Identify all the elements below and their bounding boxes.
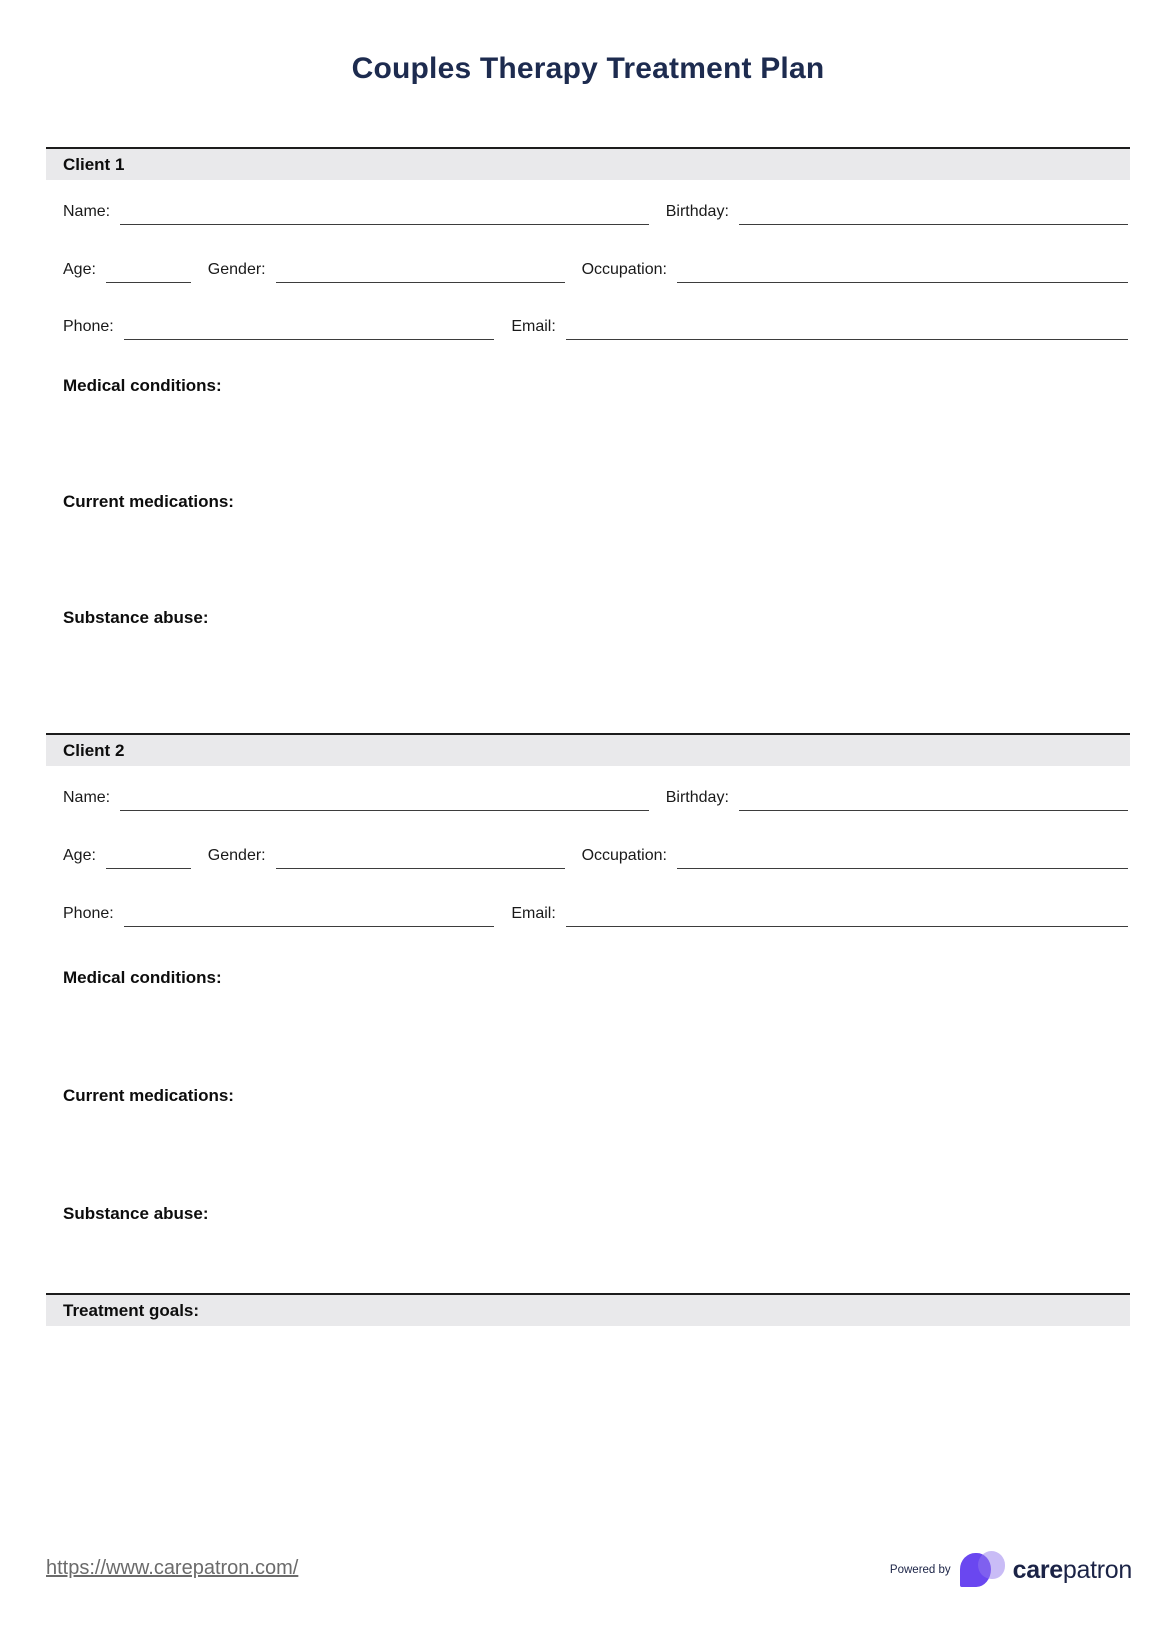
section-header-client1 — [46, 147, 1130, 180]
client2-name-row — [63, 785, 1128, 811]
client1-occupation-line[interactable] — [677, 257, 1128, 283]
client2-contact-row — [63, 901, 1128, 927]
carepatron-url-link[interactable]: https://www.carepatron.com/ — [46, 1557, 299, 1579]
section-header-client1-label: Client 1 — [63, 154, 125, 174]
client1-gender-label: Gender: — [207, 261, 266, 278]
client2-occupation-label: Occupation: — [581, 847, 667, 864]
carepatron-logo-icon — [960, 1550, 1007, 1590]
client1-age-label: Age: — [63, 261, 96, 278]
client2-substance-abuse-label: Substance abuse: — [63, 1204, 209, 1223]
client2-gender-label: Gender: — [207, 847, 266, 864]
section-header-client2-label: Client 2 — [63, 740, 125, 760]
client1-phone-line[interactable] — [124, 314, 495, 340]
section-header-client2 — [46, 733, 1130, 766]
client1-medical-conditions-label: Medical conditions: — [63, 376, 222, 395]
section-header-treatment-goals-label: Treatment goals: — [63, 1300, 200, 1320]
client1-age-line[interactable] — [106, 257, 191, 283]
client1-phone-label: Phone: — [63, 318, 114, 335]
carepatron-wordmark-regular: patron — [1062, 1556, 1132, 1584]
client2-phone-label: Phone: — [63, 905, 114, 922]
client1-demographics-row — [63, 257, 1128, 283]
client2-current-medications-label: Current medications: — [63, 1086, 234, 1105]
logo-blob-light-icon — [978, 1551, 1005, 1579]
client2-demographics-row — [63, 843, 1128, 869]
client1-birthday-line[interactable] — [739, 199, 1128, 225]
client1-email-line[interactable] — [566, 314, 1128, 340]
client2-birthday-label: Birthday: — [665, 789, 729, 806]
client2-occupation-line[interactable] — [677, 843, 1128, 869]
powered-by-label: Powered by — [889, 1564, 951, 1576]
carepatron-wordmark-bold: care — [1012, 1556, 1063, 1584]
client1-current-medications-label: Current medications: — [63, 492, 234, 511]
client2-age-line[interactable] — [106, 843, 191, 869]
client1-occupation-label: Occupation: — [581, 261, 667, 278]
client2-gender-line[interactable] — [276, 843, 565, 869]
client2-phone-line[interactable] — [124, 901, 495, 927]
client1-name-line[interactable] — [120, 199, 649, 225]
client2-birthday-line[interactable] — [739, 785, 1128, 811]
client1-gender-line[interactable] — [276, 257, 565, 283]
client1-contact-row — [63, 314, 1128, 340]
client1-birthday-label: Birthday: — [665, 203, 729, 220]
client1-email-label: Email: — [511, 318, 556, 335]
client2-name-label: Name: — [63, 789, 111, 806]
client1-name-row — [63, 199, 1128, 225]
client2-age-label: Age: — [63, 847, 96, 864]
powered-by-block — [890, 1548, 1132, 1592]
section-header-treatment-goals — [46, 1293, 1130, 1326]
client2-medical-conditions-label: Medical conditions: — [63, 968, 222, 987]
page-title: Couples Therapy Treatment Plan — [351, 52, 825, 85]
client1-name-label: Name: — [63, 203, 111, 220]
carepatron-wordmark — [1013, 1550, 1132, 1590]
client1-substance-abuse-label: Substance abuse: — [63, 608, 209, 627]
client2-email-line[interactable] — [566, 901, 1128, 927]
client2-name-line[interactable] — [120, 785, 649, 811]
client2-email-label: Email: — [511, 905, 556, 922]
